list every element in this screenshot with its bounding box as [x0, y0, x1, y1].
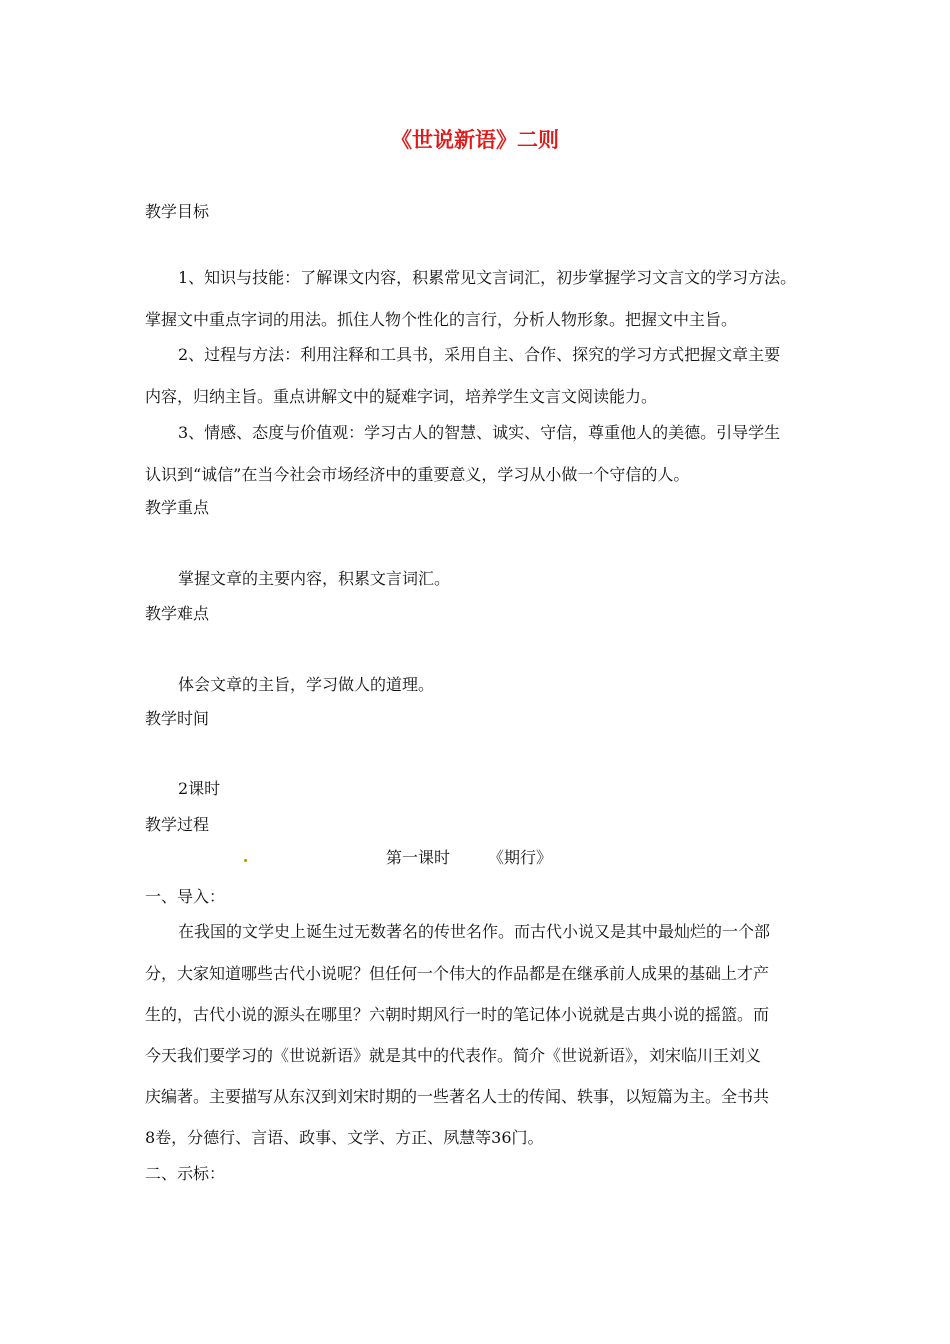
time-text: 2课时: [178, 779, 221, 798]
intro-line: 在我国的文学史上诞生过无数著名的传世名作。而古代小说又是其中最灿烂的一个部: [178, 922, 771, 941]
difficulty-text: 体会文章的主旨，学习做人的道理。: [178, 675, 435, 694]
focus-text: 掌握文章的主要内容，积累文言词汇。: [178, 569, 451, 588]
goals-line: 2、过程与方法：利用注释和工具书，采用自主、合作、探究的学习方式把握文章主要: [178, 345, 781, 364]
target-heading: 二、示标：: [145, 1164, 226, 1183]
intro-line: 分，大家知道哪些古代小说呢？但任何一个伟大的作品都是在继承前人成果的基础上才产: [145, 964, 770, 983]
time-heading: 教学时间: [145, 709, 210, 728]
goals-line: 认识到“诚信”在当今社会市场经济中的重要意义，学习从小做一个守信的人。: [145, 465, 690, 484]
intro-line: 生的，古代小说的源头在哪里？六朝时期风行一时的笔记体小说就是古典小说的摇篮。而: [145, 1005, 770, 1024]
lesson-title: 《期行》: [488, 848, 553, 867]
goals-heading: 教学目标: [145, 202, 210, 221]
goals-line: 3、情感、态度与价值观：学习古人的智慧、诚实、守信，尊重他人的美德。引导学生: [178, 423, 781, 442]
goals-line: 内容，归纳主旨。重点讲解文中的疑难字词，培养学生文言文阅读能力。: [145, 387, 658, 406]
goals-line: 掌握文中重点字词的用法。抓住人物个性化的言行，分析人物形象。把握文中主旨。: [145, 310, 738, 329]
focus-heading: 教学重点: [145, 498, 210, 517]
intro-line: 今天我们要学习的《世说新语》就是其中的代表作。简介《世说新语》，刘宋临川王刘义: [145, 1046, 762, 1065]
intro-heading: 一、导入：: [145, 887, 226, 906]
goals-line: 1、知识与技能：了解课文内容，积累常见文言词汇，初步掌握学习文言文的学习方法。: [178, 268, 797, 287]
intro-line: 8卷，分德行、言语、政事、文学、方正、夙慧等36门。: [145, 1128, 544, 1147]
lesson-label: 第一课时: [386, 848, 451, 867]
process-heading: 教学过程: [145, 815, 210, 834]
stray-mark: [244, 859, 247, 862]
difficulty-heading: 教学难点: [145, 604, 210, 623]
intro-line: 庆编著。主要描写从东汉到刘宋时期的一些著名人士的传闻、轶事，以短篇为主。全书共: [145, 1087, 770, 1106]
document-title: 《世说新语》二则: [391, 127, 559, 152]
